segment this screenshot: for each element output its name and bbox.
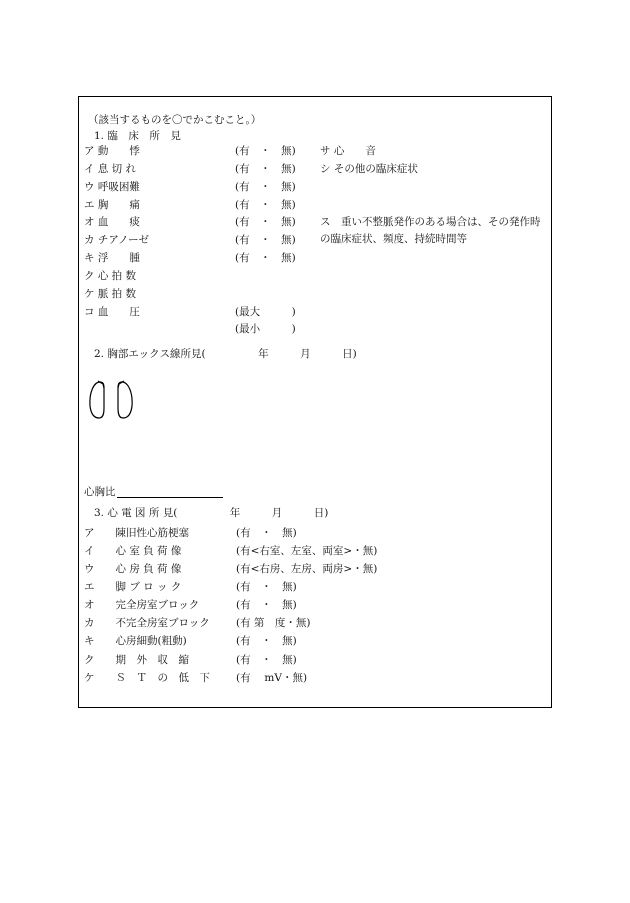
arrhythmia-note-line1: ス 重い不整脈発作のある場合は、その発作時 — [320, 216, 541, 228]
other-symptoms-label: シ その他の臨床症状 — [320, 163, 418, 175]
ctr-underline — [117, 497, 223, 498]
bp-min-field: (最小 ) — [235, 323, 296, 335]
clinical-item-label: オ 血 痰 — [84, 216, 140, 228]
xray-heading: 2. 胸部エックス線所見( 年 月 日) — [94, 348, 357, 360]
clinical-item-label: エ 胸 痛 — [84, 199, 140, 211]
clinical-item-label: カ チアノーゼ — [84, 234, 149, 246]
clinical-item-choice: (有 ・ 無) — [235, 216, 296, 228]
ecg-item-choice: (有 ・ 無) — [236, 635, 297, 647]
ecg-item-label: キ 心房細動(粗動) — [84, 635, 187, 647]
ecg-item-label: イ 心 室 負 荷 像 — [84, 545, 182, 557]
ecg-heading: 3. 心 電 図 所 見( 年 月 日) — [94, 507, 329, 519]
clinical-item-choice: (有 ・ 無) — [235, 145, 296, 157]
clinical-item-choice: (有 ・ 無) — [235, 252, 296, 264]
clinical-item-label: ケ 脈 拍 数 — [84, 288, 137, 300]
bp-max-field: (最大 ) — [235, 306, 296, 318]
ecg-item-label: カ 不完全房室ブロック — [84, 617, 210, 629]
clinical-item-label: ア 動 悸 — [84, 145, 140, 157]
ecg-item-choice: (有 ・ 無) — [236, 654, 297, 666]
ecg-item-label: ア 陳旧性心筋梗塞 — [84, 527, 189, 539]
ecg-item-choice: (有<右房、左房、両房>・無) — [236, 563, 378, 575]
arrhythmia-note-line2: の臨床症状、頻度、持続時間等 — [320, 233, 467, 245]
ecg-item-label: オ 完全房室ブロック — [84, 599, 200, 611]
ecg-item-label: ク 期 外 収 縮 — [84, 654, 189, 666]
clinical-item-choice: (有 ・ 無) — [235, 234, 296, 246]
clinical-heading: 1. 臨 床 所 見 — [94, 130, 181, 142]
ctr-label: 心胸比 — [84, 486, 116, 498]
ecg-item-choice: (有 ・ 無) — [236, 527, 297, 539]
ecg-item-choice: (有<右室、左室、両室>・無) — [236, 545, 378, 557]
clinical-item-label: ウ 呼吸困難 — [84, 181, 140, 193]
ecg-item-label: ケ Ｓ Ｔ の 低 下 — [84, 672, 210, 684]
lungs-outline-icon — [86, 378, 138, 422]
ecg-item-choice: (有 ・ 無) — [236, 581, 297, 593]
clinical-item-label: ク 心 拍 数 — [84, 270, 137, 282]
ecg-item-choice: (有 第 度・無) — [236, 617, 311, 629]
ecg-item-label: エ 脚 ブ ロ ッ ク — [84, 581, 182, 593]
clinical-item-label: キ 浮 腫 — [84, 252, 140, 264]
clinical-item-label: イ 息 切 れ — [84, 163, 137, 175]
ecg-item-choice: (有 ・ 無) — [236, 599, 297, 611]
clinical-item-choice: (有 ・ 無) — [235, 163, 296, 175]
ecg-item-label: ウ 心 房 負 荷 像 — [84, 563, 182, 575]
clinical-item-choice: (有 ・ 無) — [235, 199, 296, 211]
clinical-item-label: コ 血 圧 — [84, 306, 140, 318]
clinical-item-choice: (有 ・ 無) — [235, 181, 296, 193]
heart-sound-label: サ 心 音 — [320, 145, 376, 157]
ecg-item-choice: (有 mV・無) — [236, 672, 308, 684]
instruction-text: （該当するものを〇でかこむこと。） — [88, 114, 262, 126]
